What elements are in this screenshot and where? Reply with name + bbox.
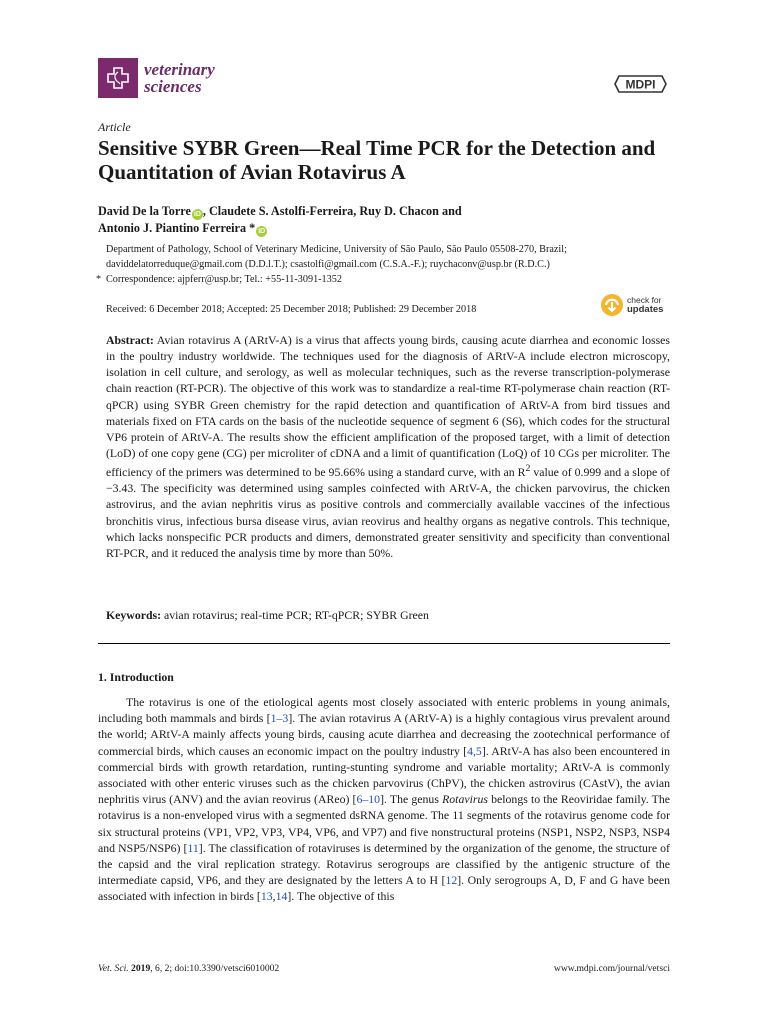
author-list	[98, 203, 688, 237]
keywords-text: avian rotavirus; real-time PCR; RT-qPCR; SYBR Green	[161, 608, 429, 622]
citation-link[interactable]: 14	[275, 889, 288, 904]
journal-name-line1: veterinary	[144, 60, 215, 79]
genus-name: Rotavirus	[442, 792, 488, 807]
journal-abbreviation: Vet. Sci.	[98, 963, 129, 974]
body-text: ]. The objective of this	[287, 889, 395, 904]
abstract	[106, 332, 670, 561]
correspondence-line	[96, 272, 696, 287]
corresponding-author-name: Antonio J. Piantino Ferreira *	[98, 221, 256, 235]
affiliation-emails: daviddelatorreduque@gmail.com (D.D.l.T.); csastolfi@gmail.com (C.S.A.-F.); ruychaconv@usp.br (R.D.C.)	[106, 259, 550, 270]
check-for-updates-badge[interactable]	[600, 293, 663, 317]
abstract-label: Abstract:	[106, 333, 154, 347]
section-heading-introduction: 1. Introduction	[98, 670, 174, 684]
body-text: ]. The avian rotavirus A (ARtV-A) is a highly contagious virus prevalent around the world; ARtV-A mainly affects young birds, causing acute diarrhea and decreasing the zootechnical performance of commercial birds, which causes an economic impact on the poultry industry [	[98, 711, 670, 758]
abstract-text: Avian rotavirus A (ARtV-A) is a virus that affects young birds, causing acute diarrhea and economic losses in the poultry industry worldwide. The techniques used for the diagnosis of ARtV-A include electron microscopy, isolation in cell culture, and serology, as well as molecular techniques, such as the reverse transcription-polymerase chain reaction (RT-PCR). The objective of this work was to standardize a real-time RT-polymerase chain reaction (RT-qPCR) using SYBR Green chemistry for the rapid detection and quantification of ARtV-A from bird tissues and materials fixed on FTA cards on the basis of the nucleotide sequence of segment 6 (S6), which codes for the structural VP6 protein of ARtV-A. The results show the efficient amplification of the proposed target, with a limit of detection (LoD) of one copy gene (CG) per microliter of cDNA and a limit of quantification (LoQ) of 10 CGs per microliter. The efficiency of the primers was determined to be 95.66% using a standard curve, with an R	[106, 333, 670, 480]
article-type: Article	[98, 120, 131, 134]
journal-logo	[98, 58, 215, 98]
footer-doi: , 6, 2; doi:10.3390/vetsci6010002	[150, 963, 280, 974]
check-updates-line1: check for	[627, 295, 662, 305]
journal-emblem-icon	[98, 58, 138, 98]
citation-link[interactable]: 13	[260, 889, 273, 904]
mdpi-logo	[613, 72, 668, 96]
body-text: ]. The classification of rotaviruses is determined by the organization of the genome, the structure of the capsid and the viral replication strategy. Rotavirus serogroups are classified by the antigenic structure of the intermediate capsid, VP6, and they are designated by the letters A to H [	[98, 840, 670, 888]
journal-name	[144, 61, 215, 95]
footer-citation	[98, 963, 279, 974]
author-names: , Claudete S. Astolfi-Ferreira, Ruy D. Chacon and	[202, 204, 462, 218]
check-updates-line2: updates	[627, 304, 664, 315]
citation-link[interactable]: 12	[445, 873, 458, 888]
keywords-label: Keywords:	[106, 608, 162, 622]
r-squared-superscript: 2	[525, 463, 531, 475]
keywords	[106, 608, 429, 623]
check-updates-icon	[600, 293, 624, 317]
body-text: ,	[272, 889, 276, 904]
introduction-paragraph	[98, 694, 670, 905]
journal-name-line2: sciences	[144, 77, 202, 96]
publisher-name: MDPI	[625, 77, 656, 92]
orcid-icon[interactable]: iD	[258, 228, 266, 235]
correspondence-text: Correspondence: ajpferr@usp.br; Tel.: +55-11-3091-1352	[106, 274, 342, 285]
body-text: ]. Only serogroups A, D, F and G have been associated with infection in birds [	[98, 873, 671, 904]
author-name: David De la Torre	[98, 204, 191, 218]
citation-link[interactable]: 11	[187, 840, 199, 855]
body-text: belongs to the Reoviridae family. The rotavirus is a non-enveloped virus with a segmented dsRNA genome. The 11 segments of the rotavirus genome code for six structural proteins (VP1, VP2, VP3, VP4, VP6, and VP7) and five nonstructural proteins (NSP1, NSP2, NSP3, NSP4 and NSP5/NSP6) [	[98, 792, 671, 855]
body-text: ]. ARtV-A has also been encountered in commercial birds with growth retardation, runting-stunting syndrome and variable mortality; ARtV-A is commonly associated with other enteric viruses such as the chicken parvovirus (ChPV), the chicken astrovirus (CAstV), the avian nephritis virus (ANV) and the avian reovirus (AReo) [	[98, 743, 670, 807]
affiliation-block	[96, 242, 696, 287]
citation-link[interactable]: 6–10	[356, 792, 381, 807]
publication-dates: Received: 6 December 2018; Accepted: 25 December 2018; Published: 29 December 2018	[106, 304, 477, 315]
citation-link[interactable]: 4,5	[467, 743, 482, 758]
body-text: ]. The genus	[380, 792, 443, 807]
footer-journal-url[interactable]: www.mdpi.com/journal/vetsci	[553, 963, 670, 974]
affiliation-line: Department of Pathology, School of Veterinary Medicine, University of São Paulo, São Paulo 05508-270, Brazil;	[106, 244, 567, 255]
paper-title: Sensitive SYBR Green—Real Time PCR for the Detection and Quantitation of Avian Rotavirus A	[98, 136, 656, 184]
correspondence-mark: *	[96, 274, 102, 285]
orcid-icon[interactable]: iD	[193, 211, 201, 218]
body-text: The rotavirus is one of the etiological agents most closely associated with enteric problems in young animals, including both mammals and birds [	[98, 695, 670, 726]
abstract-text-continued: value of 0.999 and a slope of −3.43. The specificity was determined using samples coinfected with ARtV-A, the chicken parvovirus, the chicken astrovirus, and the avian nephritis virus as positive controls and commercially available vaccines of the infectious bronchitis virus, infectious bursa disease virus, avian reovirus and healthy organs as negative controls. This technique, which lacks nonspecific PCR products and dimers, demonstrated greater sensitivity and specificity than conventional RT-PCR, and it reduced the analysis time by more than 50%.	[106, 465, 670, 560]
publication-year: 2019	[131, 963, 151, 974]
citation-link[interactable]: 1–3	[270, 711, 289, 726]
section-divider	[98, 643, 670, 644]
